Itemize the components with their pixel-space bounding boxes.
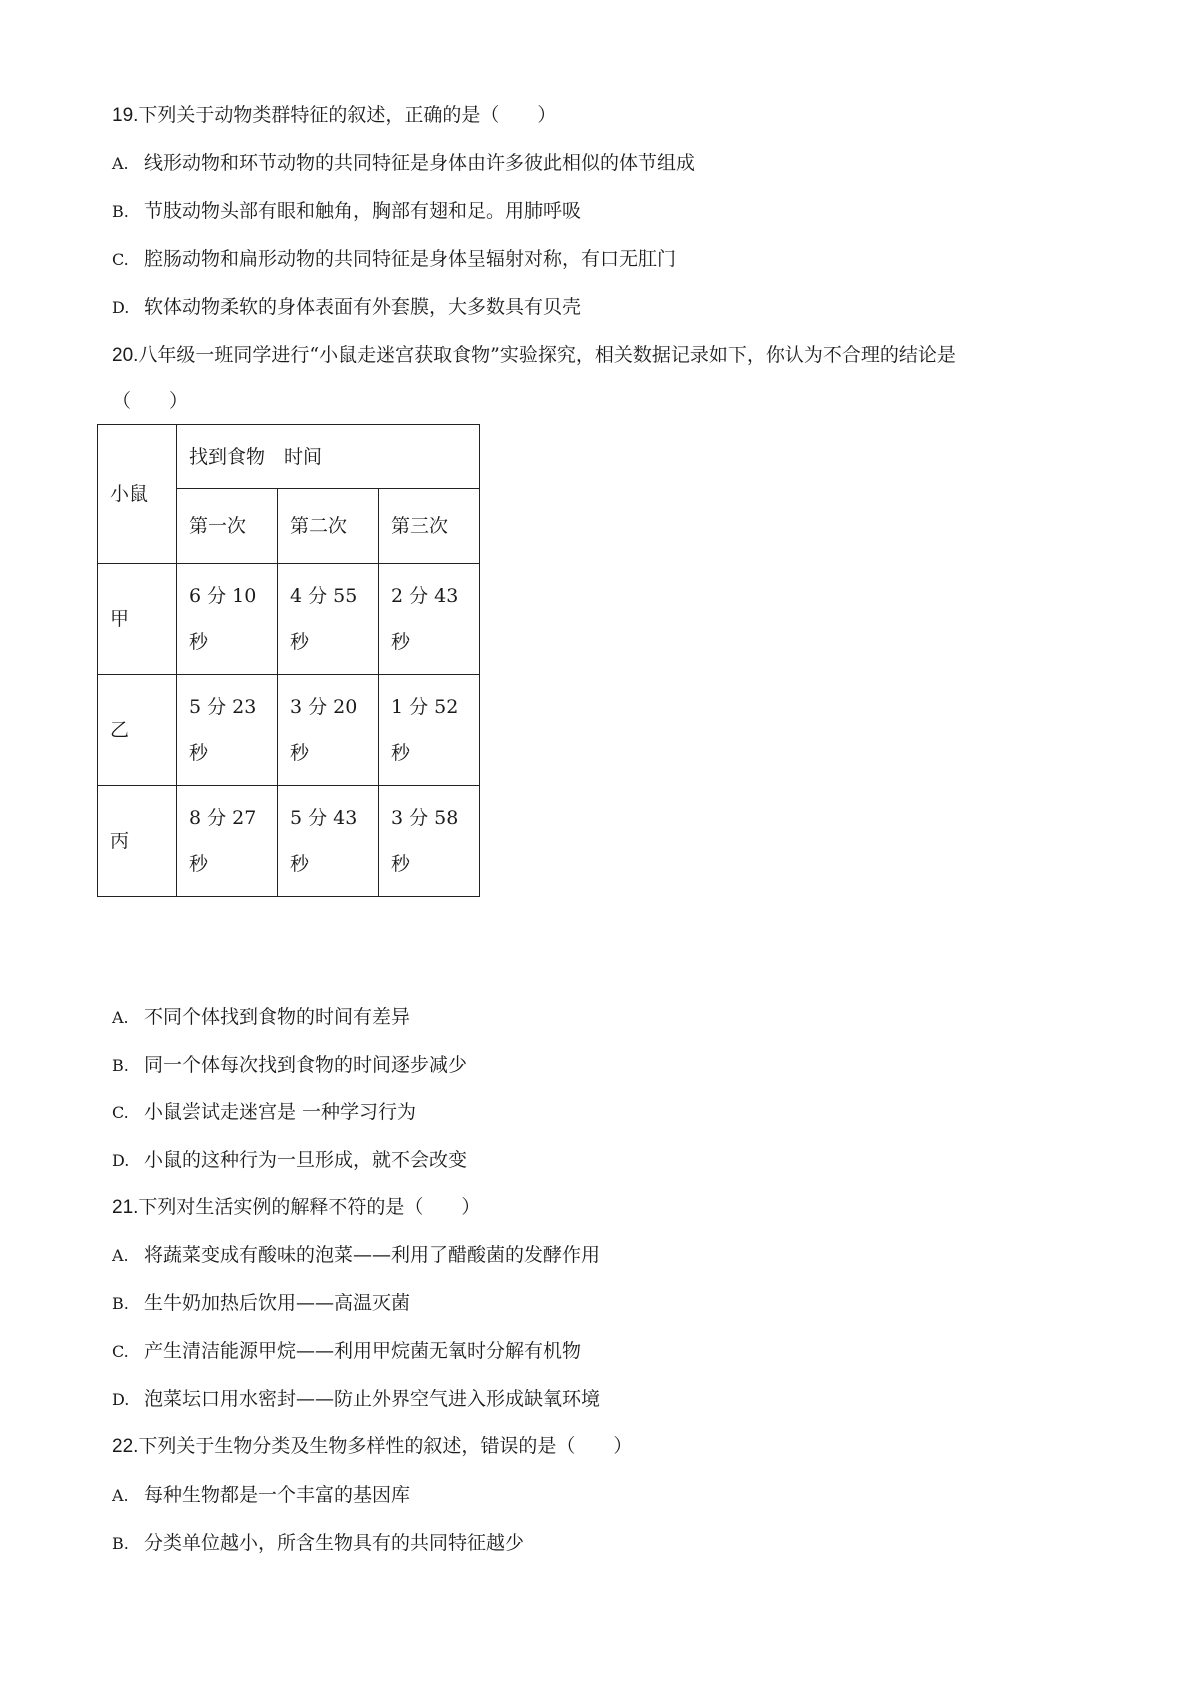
mouse-name: 乙 bbox=[98, 675, 177, 786]
option-letter: D. bbox=[112, 1390, 130, 1409]
option-text: 每种生物都是一个丰富的基因库 bbox=[144, 1484, 411, 1506]
time-value: 5 分 23 bbox=[189, 696, 257, 718]
option-letter: A. bbox=[112, 1246, 129, 1265]
q19-option-d bbox=[112, 295, 581, 320]
option-letter: A. bbox=[112, 1486, 129, 1505]
table-header-row bbox=[98, 425, 480, 489]
option-text: 产生清洁能源甲烷——利用甲烷菌无氧时分解有机物 bbox=[144, 1340, 582, 1362]
column-header: 第二次 bbox=[278, 489, 379, 564]
question-20-stem bbox=[112, 343, 956, 368]
q21-option-a bbox=[112, 1243, 600, 1268]
question-text: 八年级一班同学进行“小鼠走迷宫获取食物”实验探究，相关数据记录如下，你认为不合理的结论是 bbox=[138, 344, 956, 366]
table-cell bbox=[379, 564, 480, 675]
option-text: 腔肠动物和扁形动物的共同特征是身体呈辐射对称，有口无肛门 bbox=[144, 248, 677, 270]
table-cell bbox=[177, 675, 278, 786]
option-text: 同一个体每次找到食物的时间逐步减少 bbox=[144, 1054, 468, 1076]
option-letter: B. bbox=[112, 1534, 129, 1553]
option-text: 泡菜坛口用水密封——防止外界空气进入形成缺氧环境 bbox=[144, 1388, 601, 1410]
mouse-name: 甲 bbox=[98, 564, 177, 675]
q22-option-b bbox=[112, 1531, 524, 1556]
question-text: 下列关于生物分类及生物多样性的叙述，错误的是（ ） bbox=[138, 1435, 633, 1457]
time-value: 6 分 10 bbox=[189, 585, 257, 607]
question-number: 21. bbox=[112, 1197, 139, 1218]
question-number: 20. bbox=[112, 345, 139, 366]
time-value: 5 分 43 bbox=[290, 807, 358, 829]
option-letter: C. bbox=[112, 250, 129, 269]
time-unit: 秒 bbox=[391, 631, 411, 653]
option-text: 将蔬菜变成有酸味的泡菜——利用了醋酸菌的发酵作用 bbox=[144, 1244, 601, 1266]
option-text: 分类单位越小，所含生物具有的共同特征越少 bbox=[144, 1532, 525, 1554]
question-19-stem bbox=[112, 103, 556, 128]
option-text: 生牛奶加热后饮用——高温灭菌 bbox=[144, 1292, 411, 1314]
time-value: 8 分 27 bbox=[189, 807, 257, 829]
q19-option-c bbox=[112, 247, 676, 272]
table-row bbox=[98, 786, 480, 897]
q20-option-c bbox=[112, 1100, 416, 1125]
time-unit: 秒 bbox=[290, 742, 310, 764]
time-unit: 秒 bbox=[189, 853, 209, 875]
time-value: 4 分 55 bbox=[290, 585, 358, 607]
option-letter: B. bbox=[112, 1294, 129, 1313]
option-text: 软体动物柔软的身体表面有外套膜，大多数具有贝壳 bbox=[144, 296, 582, 318]
answer-bracket: （ ） bbox=[112, 390, 189, 412]
column-header: 第一次 bbox=[177, 489, 278, 564]
option-letter: C. bbox=[112, 1342, 129, 1361]
option-letter: C. bbox=[112, 1103, 129, 1122]
mouse-name: 丙 bbox=[98, 786, 177, 897]
time-value: 3 分 20 bbox=[290, 696, 358, 718]
table-row bbox=[98, 675, 480, 786]
time-unit: 秒 bbox=[189, 631, 209, 653]
q19-option-b bbox=[112, 199, 581, 224]
q21-option-c bbox=[112, 1339, 581, 1364]
time-value: 3 分 58 bbox=[391, 807, 459, 829]
time-value: 2 分 43 bbox=[391, 585, 459, 607]
table-cell bbox=[177, 786, 278, 897]
q20-option-a bbox=[112, 1005, 410, 1030]
q19-option-a bbox=[112, 151, 695, 176]
question-22-stem bbox=[112, 1434, 632, 1459]
option-letter: D. bbox=[112, 298, 130, 317]
option-letter: B. bbox=[112, 202, 129, 221]
option-text: 小鼠尝试走迷宫是 一种学习行为 bbox=[144, 1101, 417, 1123]
question-text: 下列关于动物类群特征的叙述，正确的是（ ） bbox=[138, 104, 557, 126]
q22-option-a bbox=[112, 1483, 410, 1508]
q20-option-b bbox=[112, 1053, 467, 1078]
time-value: 1 分 52 bbox=[391, 696, 459, 718]
option-text: 小鼠的这种行为一旦形成，就不会改变 bbox=[144, 1149, 468, 1171]
table-group-header: 找到食物 时间 bbox=[177, 425, 480, 489]
question-number: 19. bbox=[112, 105, 139, 126]
table-row-header: 小鼠 bbox=[98, 425, 177, 564]
option-text: 节肢动物头部有眼和触角，胸部有翅和足。用肺呼吸 bbox=[144, 200, 582, 222]
column-header: 第三次 bbox=[379, 489, 480, 564]
question-20-stem-continued bbox=[112, 389, 188, 413]
q20-option-d bbox=[112, 1148, 467, 1173]
question-number: 22. bbox=[112, 1436, 139, 1457]
option-text: 不同个体找到食物的时间有差异 bbox=[144, 1006, 411, 1028]
maze-time-table bbox=[97, 424, 480, 897]
table-cell bbox=[278, 675, 379, 786]
time-unit: 秒 bbox=[391, 853, 411, 875]
question-21-stem bbox=[112, 1195, 480, 1220]
time-unit: 秒 bbox=[391, 742, 411, 764]
table-cell bbox=[177, 564, 278, 675]
option-letter: A. bbox=[112, 154, 129, 173]
table-cell bbox=[278, 786, 379, 897]
time-unit: 秒 bbox=[290, 853, 310, 875]
table-cell bbox=[379, 675, 480, 786]
table-cell bbox=[379, 786, 480, 897]
table-cell bbox=[278, 564, 379, 675]
time-unit: 秒 bbox=[189, 742, 209, 764]
time-unit: 秒 bbox=[290, 631, 310, 653]
option-letter: B. bbox=[112, 1056, 129, 1075]
table-row bbox=[98, 564, 480, 675]
option-letter: D. bbox=[112, 1151, 130, 1170]
question-text: 下列对生活实例的解释不符的是（ ） bbox=[138, 1196, 481, 1218]
q21-option-d bbox=[112, 1387, 600, 1412]
q21-option-b bbox=[112, 1291, 410, 1316]
option-text: 线形动物和环节动物的共同特征是身体由许多彼此相似的体节组成 bbox=[144, 152, 696, 174]
option-letter: A. bbox=[112, 1008, 129, 1027]
